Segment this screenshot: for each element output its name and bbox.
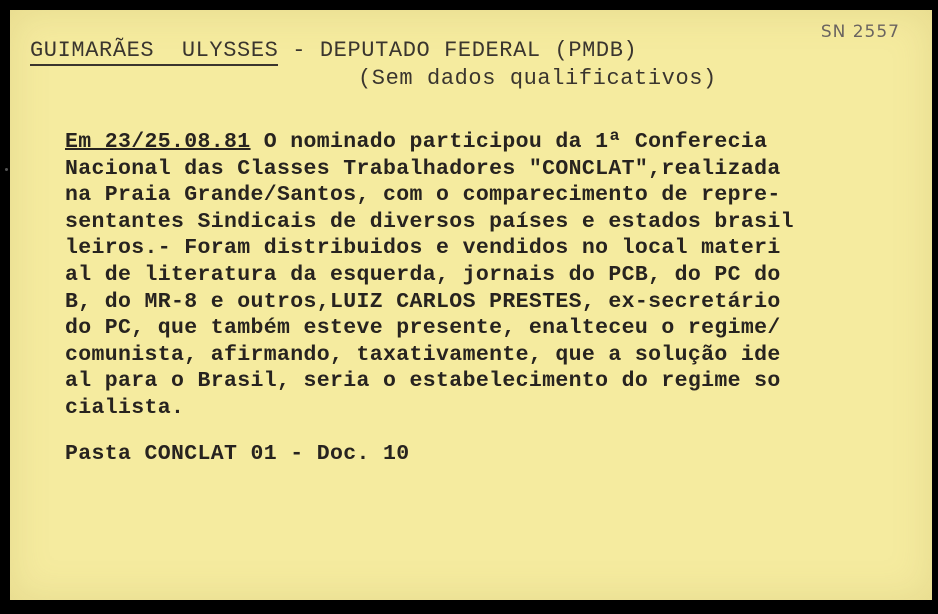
header-separator: - bbox=[278, 38, 320, 63]
body-line: do PC, que também esteve presente, enalteceu o regime/ bbox=[65, 316, 781, 341]
body-line: comunista, afirmando, taxativamente, que a solução ide bbox=[65, 342, 781, 367]
entry-date: Em 23/25.08.81 bbox=[65, 130, 251, 154]
index-card bbox=[10, 10, 932, 600]
subject-name: GUIMARÃES ULYSSES bbox=[30, 38, 278, 66]
subject-title: DEPUTADO FEDERAL (PMDB) bbox=[319, 38, 638, 63]
body-line: B, do MR-8 e outros,LUIZ CARLOS PRESTES, ex-secretário bbox=[65, 289, 781, 314]
body-line: al para o Brasil, seria o estabelecimento do regime so bbox=[65, 369, 781, 394]
body-line: sentantes Sindicais de diversos países e estados brasil bbox=[65, 209, 794, 234]
subject-subtitle: (Sem dados qualificativos) bbox=[358, 66, 717, 91]
paper-speck bbox=[5, 168, 8, 171]
body-line: na Praia Grande/Santos, com o comparecimento de repre- bbox=[65, 183, 781, 208]
body-line: O nominado participou da 1ª Conferecia bbox=[250, 130, 768, 154]
body-line: cialista. bbox=[65, 395, 185, 420]
folder-reference: Pasta CONCLAT 01 - Doc. 10 bbox=[65, 442, 410, 466]
header-line bbox=[30, 38, 637, 63]
reference-code: SN 2557 bbox=[820, 22, 900, 42]
card-body bbox=[65, 129, 915, 422]
body-line: Nacional das Classes Trabalhadores "CONCLAT",realizada bbox=[65, 156, 781, 181]
body-line: al de literatura da esquerda, jornais do PCB, do PC do bbox=[65, 262, 781, 287]
body-line: leiros.- Foram distribuidos e vendidos no local materi bbox=[65, 236, 781, 261]
